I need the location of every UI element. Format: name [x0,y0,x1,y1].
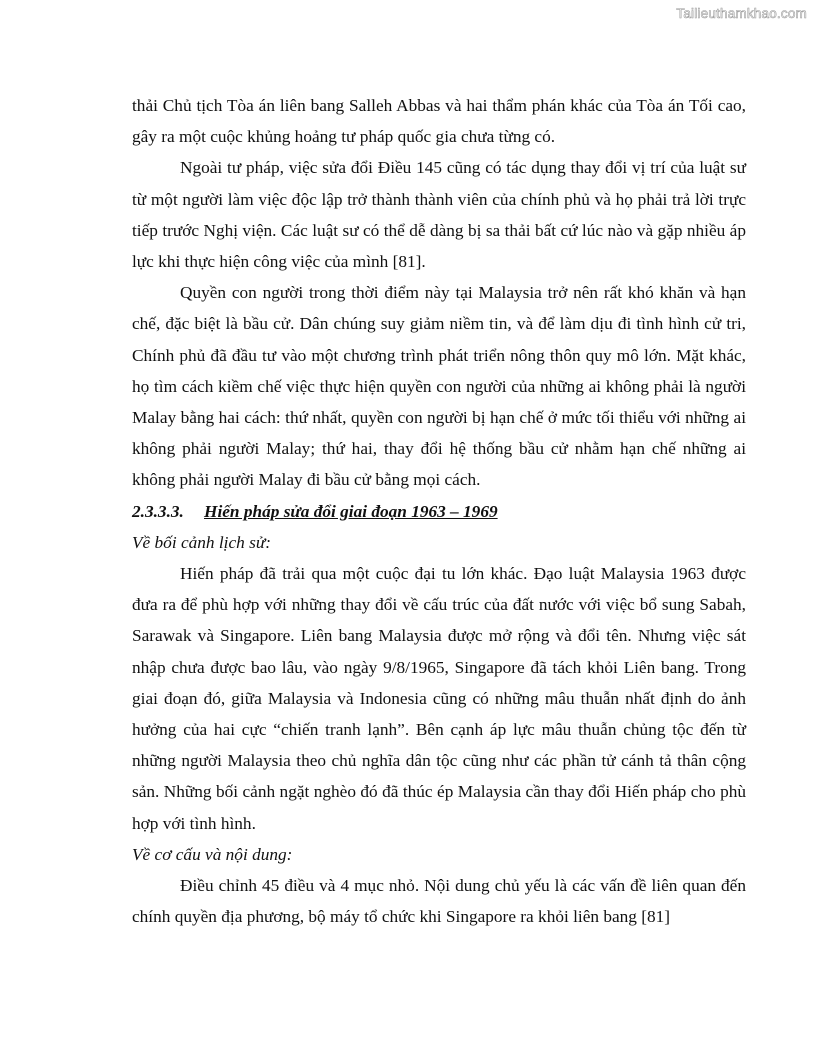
section-title: Hiến pháp sửa đổi giai đoạn 1963 – 1969 [204,501,498,521]
paragraph-continued: thải Chủ tịch Tòa án liên bang Salleh Abbas và hai thẩm phán khác của Tòa án Tối cao, gây ra một cuộc khủng hoảng tư pháp quốc gia chưa từng có. [132,96,746,147]
document-body [132,90,746,932]
paragraph-structure: Điều chỉnh 45 điều và 4 mục nhỏ. Nội dung chủ yếu là các vấn đề liên quan đến chính quyền địa phương, bộ máy tổ chức khi Singapore ra khỏi liên bang [81] [132,876,746,927]
watermark: Tailieuthamkhao.com [676,6,807,21]
paragraph-lawyers: Ngoài tư pháp, việc sửa đổi Điều 145 cũng có tác dụng thay đổi vị trí của luật sư từ một người làm việc độc lập trở thành thành viên của chính phủ và họ phải trả lời trực tiếp trước Nghị viện. Các luật sư có thể dễ dàng bị sa thải bất cứ lúc nào và gặp nhiều áp lực khi thực hiện công việc của mình [81]. [132,158,746,272]
subheading-background: Về bối cảnh lịch sử: [132,532,272,552]
section-heading [132,496,746,527]
subheading-structure: Về cơ cấu và nội dung: [132,844,293,864]
paragraph-human-rights: Quyền con người trong thời điểm này tại Malaysia trở nên rất khó khăn và hạn chế, đặc biệt là bầu cử. Dân chúng suy giảm niềm tin, và để làm dịu đi tình hình cử tri, Chính phủ đã đầu tư vào một chương trình phát triển nông thôn quy mô lớn. Mặt khác, họ tìm cách kiềm chế việc thực hiện quyền con người của những ai không phải là người Malay bằng hai cách: thứ nhất, quyền con người bị hạn chế ở mức tối thiểu với những ai không phải người Malay; thứ hai, thay đổi hệ thống bầu cử nhằm hạn chế những ai không phải người Malay đi bầu cử bằng mọi cách. [132,283,746,490]
paragraph-background: Hiến pháp đã trải qua một cuộc đại tu lớn khác. Đạo luật Malaysia 1963 được đưa ra để phù hợp với những thay đổi về cấu trúc của đất nước với việc bổ sung Sabah, Sarawak và Singapore. Liên bang Malaysia được mở rộng và đổi tên. Nhưng việc sát nhập chưa được bao lâu, vào ngày 9/8/1965, Singapore đã tách khỏi Liên bang. Trong giai đoạn đó, giữa Malaysia và Indonesia cũng có những mâu thuẫn nhất định do ảnh hưởng của hai cực “chiến tranh lạnh”. Bên cạnh áp lực mâu thuẫn chủng tộc đến từ những người Malaysia theo chủ nghĩa dân tộc cũng như các phần tử cánh tả thân cộng sản. Những bối cảnh ngặt nghèo đó đã thúc ép Malaysia cần thay đổi Hiến pháp cho phù hợp với tình hình. [132,564,746,833]
section-number: 2.3.3.3. [132,501,184,521]
